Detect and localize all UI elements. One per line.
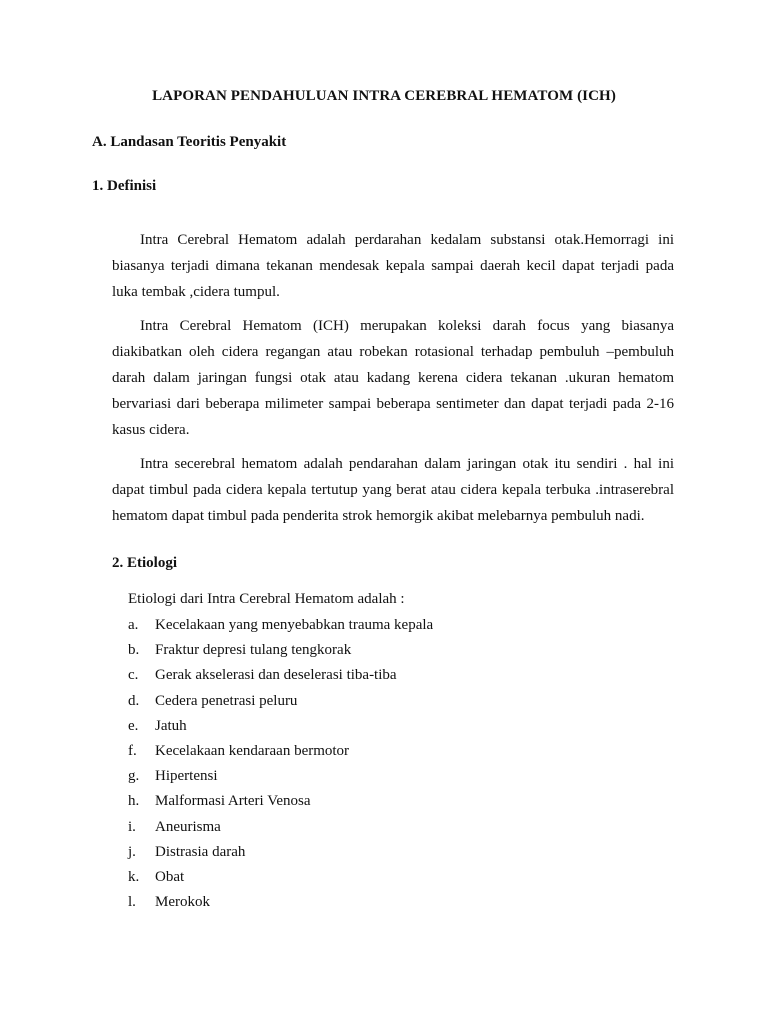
etiologi-intro: Etiologi dari Intra Cerebral Hematom adalah :	[128, 591, 405, 607]
list-marker: h.	[128, 793, 140, 810]
definisi-paragraph: Intra Cerebral Hematom adalah perdarahan kedalam substansi otak.Hemorragi ini biasanya terjadi dimana tekanan mendesak kepala sampai daerah kecil dapat terjadi pada luka tembak ,cidera tumpul.	[112, 232, 674, 300]
list-marker: g.	[128, 768, 140, 785]
list-marker: c.	[128, 667, 139, 684]
list-marker: i.	[128, 818, 136, 835]
list-item-text: Fraktur depresi tulang tengkorak	[155, 642, 352, 659]
list-item-text: Aneurisma	[155, 818, 221, 835]
list-item-text: Cedera penetrasi peluru	[155, 692, 298, 709]
list-marker: e.	[128, 717, 139, 734]
list-item-text: Malformasi Arteri Venosa	[155, 793, 311, 810]
list-item	[128, 714, 433, 739]
list-marker: a.	[128, 617, 139, 633]
list-item-text: Distrasia darah	[155, 843, 246, 860]
list-item	[128, 638, 433, 663]
etiologi-list	[128, 613, 433, 915]
etiologi-heading: 2. Etiologi	[112, 555, 178, 571]
list-marker: l.	[128, 894, 136, 911]
list-item	[128, 840, 433, 865]
definisi-heading: 1. Definisi	[92, 178, 157, 194]
list-item	[128, 739, 433, 764]
list-item-text: Kecelakaan kendaraan bermotor	[155, 742, 350, 759]
list-marker: b.	[128, 642, 140, 659]
list-item-text: Obat	[155, 868, 185, 885]
list-item	[128, 815, 433, 840]
list-item-text: Merokok	[155, 894, 210, 911]
definisi-paragraph: Intra secerebral hematom adalah pendarahan dalam jaringan otak itu sendiri . hal ini dapat timbul pada cidera kepala tertutup yang berat atau cidera kepala terbuka .intraserebral hematom dapat timbul pada penderita strok hemorgik akibat melebarnya pembuluh nadi.	[112, 456, 674, 524]
definisi-paragraph: Intra Cerebral Hematom (ICH) merupakan koleksi darah focus yang biasanya diakibatkan oleh cidera regangan atau robekan rotasional terhadap pembuluh –pembuluh darah dalam jaringan fungsi otak atau kadang kerena cidera tekanan .ukuran hematom bervariasi dari beberapa milimeter sampai beberapa sentimeter dan dapat terjadi pada 2-16 kasus cidera.	[112, 318, 674, 438]
list-marker: d.	[128, 692, 140, 709]
list-item-text: Kecelakaan yang menyebabkan trauma kepala	[155, 617, 434, 633]
list-marker: j.	[128, 843, 136, 860]
section-a-heading: A. Landasan Teoritis Penyakit	[92, 134, 287, 150]
list-item	[128, 865, 433, 890]
list-item	[128, 789, 433, 814]
list-item	[128, 689, 433, 714]
list-marker: k.	[128, 868, 140, 885]
list-marker: f.	[128, 742, 137, 759]
list-item	[128, 613, 433, 638]
list-item	[128, 663, 433, 688]
list-item-text: Hipertensi	[155, 768, 218, 785]
list-item	[128, 764, 433, 789]
list-item-text: Jatuh	[155, 717, 187, 734]
document-title: LAPORAN PENDAHULUAN INTRA CEREBRAL HEMATOM (ICH)	[152, 88, 616, 104]
list-item	[128, 890, 433, 915]
list-item-text: Gerak akselerasi dan deselerasi tiba-tiba	[155, 667, 397, 684]
